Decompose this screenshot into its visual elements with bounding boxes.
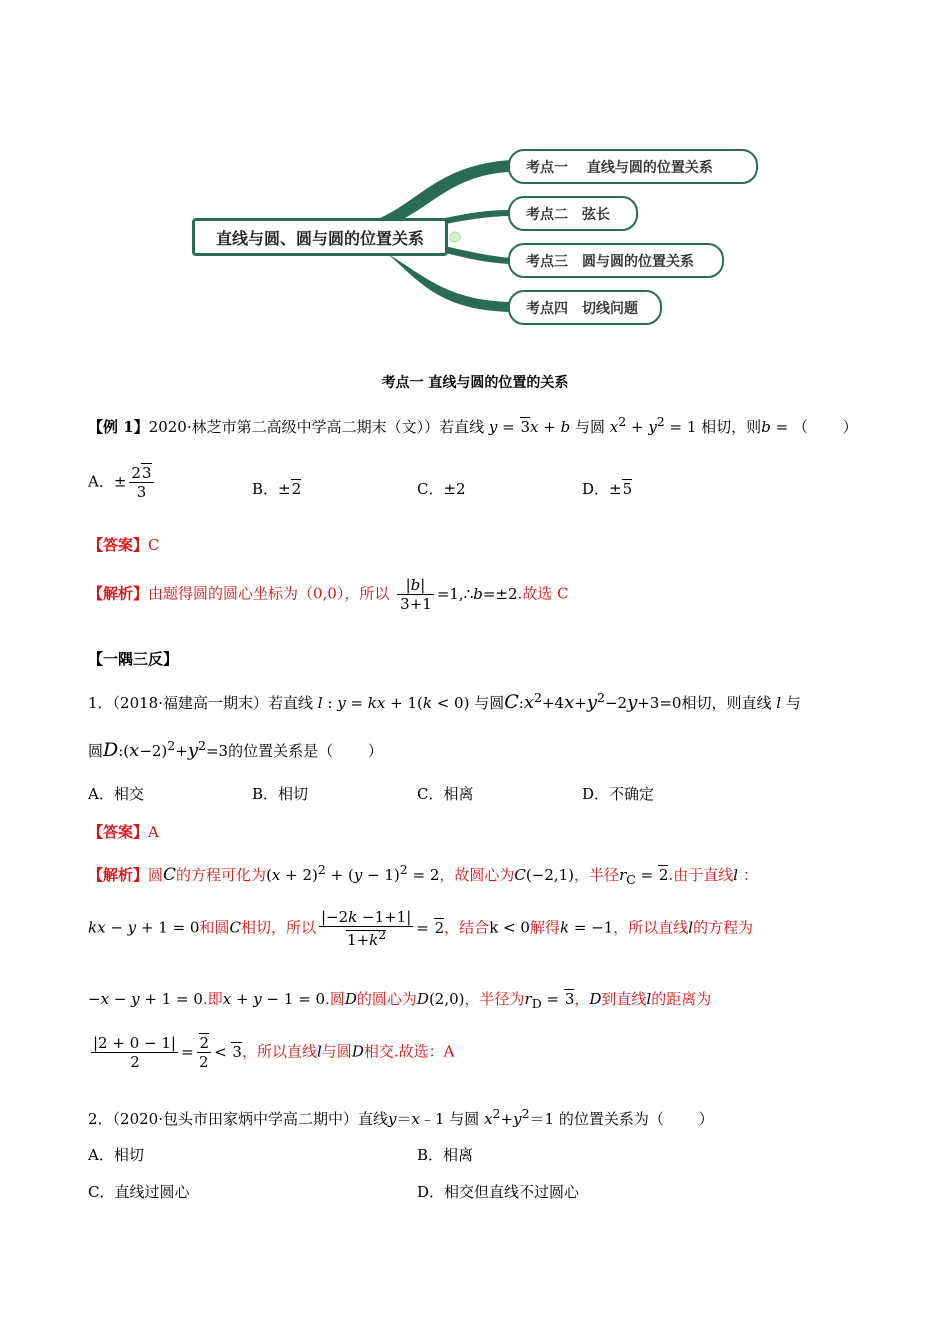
q1-analysis-line4: $\frac{|2 + 0 - 1|}{2}$ = $\frac{2}{2}$ < 3，所以直线l与圆D相交.故选：A: [93, 1034, 455, 1071]
example1-label: 【例 1】: [88, 418, 149, 436]
q2-option-d: D．相交但直线不过圆心: [417, 1183, 580, 1201]
example1-source: 2020·林芝市第二高级中学高二期末（文））若直线: [148, 418, 485, 436]
q1-option-a: A．相交: [88, 785, 144, 803]
q1-option-c: C．相离: [417, 785, 474, 803]
example1-analysis: 【解析】由题得圆的圆心坐标为（0,0），所以 $\frac{|b|}{3+1}$ =1,∴b=±2.故选 C: [88, 576, 569, 613]
example1-stem: 【例 1】2020·林芝市第二高级中学高二期末（文））若直线 y = 3x + b 与圆 $x^2 + y^2 = 1$ 相切，则b = （ ）: [88, 414, 858, 436]
q1-answer: 【答案】A: [88, 823, 159, 841]
example1-option-c: C．±2: [417, 480, 466, 498]
q2-option-b: B．相离: [417, 1146, 474, 1164]
example1-tail: 相切，则: [701, 418, 762, 436]
mindmap-root: 直线与圆、圆与圆的位置关系: [192, 218, 448, 256]
mindmap-connectors: [0, 0, 950, 340]
mindmap-branch-4: 考点四 切线问题: [508, 290, 662, 325]
q1-analysis-line2: kx − y + 1 = 0和圆C相切，所以 $\frac{|-2k -1+1|}{1+k^2}$ = 2，结合k < 0解得k = −1，所以直线l的方程为: [88, 908, 754, 949]
q2-option-c: C．直线过圆心: [88, 1183, 190, 1201]
q1-option-d: D．不确定: [582, 785, 655, 803]
section-title: 考点一 直线与圆的位置的关系: [381, 375, 569, 391]
example1-option-a: A．± $\frac{23}{3}$: [88, 464, 152, 501]
q1-analysis-line3: −x − y + 1 = 0.即x + y − 1 = 0.圆D的圆心为D(2,0)，半径为$r_D = 3$，D到直线l的距离为: [88, 990, 712, 1011]
q1-stem-line2: 圆$D:(x-2)^2+y^2=3$的位置关系是（ ）: [88, 738, 383, 761]
mindmap-branch-3: 考点三 圆与圆的位置关系: [508, 243, 724, 278]
q1-option-b: B．相切: [252, 785, 309, 803]
practice-label: 【一隅三反】: [88, 650, 179, 668]
q1-stem-line1: 1．（2018·福建高一期末）若直线 l : y = kx + 1(k < 0) 与圆$C:x^2+4x+y^2-2y+3=0$相切，则直线 l 与: [88, 690, 801, 713]
example1-answer: 【答案】C: [88, 536, 160, 554]
q2-stem: 2．（2020·包头市田家炳中学高二期中）直线y＝x﹣1 与圆 $x^2+y^2=1$ 的位置关系为（ ）: [88, 1106, 714, 1128]
q2-option-a: A．相切: [88, 1146, 144, 1164]
mindmap-branch-1: 考点一 直线与圆的位置关系: [508, 149, 758, 184]
example1-option-b: B．±2: [252, 480, 302, 498]
mindmap-branch-2: 考点二 弦长: [508, 196, 638, 231]
example1-option-d: D．±5: [582, 480, 633, 498]
q1-analysis-line1: 【解析】圆C的方程可化为$(x + 2)^2 + (y - 1)^2 = 2$，故圆心为C(−2,1)，半径$r_C = 2$.由于直线l ：: [88, 862, 758, 887]
example1-bracket: （ ）: [792, 418, 858, 436]
